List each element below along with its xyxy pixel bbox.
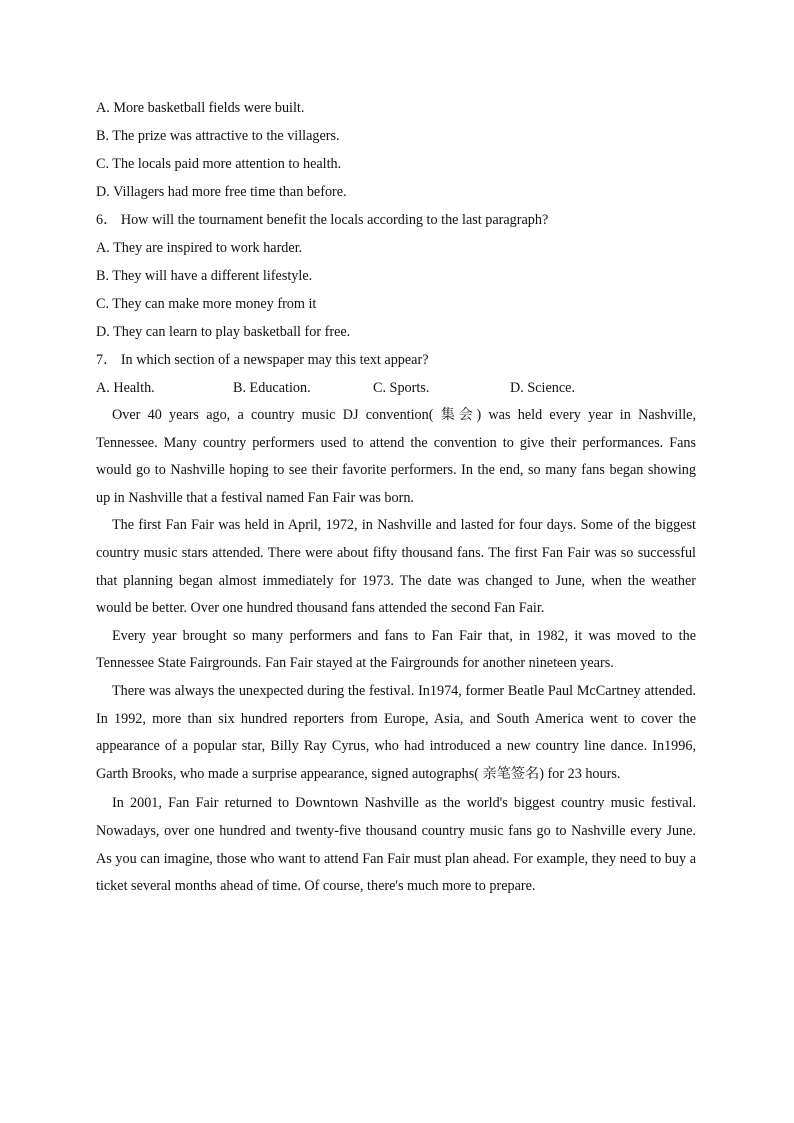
question-6 [96, 206, 696, 346]
q7-stem: 7． In which section of a newspaper may this text appear? [96, 352, 429, 368]
reading-passage [96, 402, 696, 901]
q7-option-c: C. Sports. [373, 380, 430, 396]
q5-options [96, 94, 696, 206]
passage-paragraph-3 [96, 623, 696, 678]
paragraph-1-text: Over 40 years ago, a country music DJ convention( 集会) was held every year in Nashville, Tennessee. Many country performers used to attend the convention to give their performances. Fans would go to Nashville hoping to see their favorite performers. In the end, so many fans began showing up in Nashville that a festival named Fan Fair was born. [96, 407, 696, 506]
q7-option-b: B. Education. [233, 380, 311, 396]
page-content [96, 94, 696, 901]
paragraph-4-text: There was always the unexpected during the festival. In1974, former Beatle Paul McCartney attended. In 1992, more than six hundred reporters from Europe, Asia, and South America went to cover the appearance of a popular star, Billy Ray Cyrus, who had introduced a new country line dance. In1996, Garth Brooks, who made a surprise appearance, signed autographs( 亲笔签名) for 23 hours. [96, 682, 696, 782]
q6-option-d: D. They can learn to play basketball for free. [96, 324, 351, 340]
paragraph-3-text: Every year brought so many performers and fans to Fan Fair that, in 1982, it was moved to the Tennessee State Fairgrounds. Fan Fair stayed at the Fairgrounds for another nineteen years. [96, 627, 696, 672]
q5-option-a: A. More basketball fields were built. [96, 100, 305, 116]
passage-paragraph-5 [96, 790, 696, 900]
paragraph-2-text: The first Fan Fair was held in April, 1972, in Nashville and lasted for four days. Some of the biggest country music stars attended. There were about fifty thousand fans. The first Fan Fair was so successful that planning began almost immediately for 1973. The date was changed to June, when the weather would be better. Over one hundred thousand fans attended the second Fan Fair. [96, 517, 696, 617]
q7-options-row [96, 374, 696, 402]
paragraph-5-text: In 2001, Fan Fair returned to Downtown Nashville as the world's biggest country music festival. Nowadays, over one hundred and twenty-five thousand country music fans go to Nashville every June. As you can imagine, those who want to attend Fan Fair must plan ahead. For example, they need to buy a ticket several months ahead of time. Of course, there's much more to prepare. [96, 795, 696, 895]
question-7 [96, 346, 696, 402]
passage-paragraph-4 [96, 678, 696, 788]
q7-option-d: D. Science. [510, 380, 576, 396]
q6-stem: 6． How will the tournament benefit the locals according to the last paragraph? [96, 212, 549, 228]
passage-paragraph-1 [96, 402, 696, 512]
q5-option-d: D. Villagers had more free time than before. [96, 184, 347, 200]
q6-option-a: A. They are inspired to work harder. [96, 240, 303, 256]
passage-paragraph-2 [96, 512, 696, 622]
q6-option-b: B. They will have a different lifestyle. [96, 268, 313, 284]
q5-option-c: C. The locals paid more attention to health. [96, 156, 342, 172]
q7-option-a: A. Health. [96, 380, 155, 396]
q5-option-b: B. The prize was attractive to the villagers. [96, 128, 340, 144]
q6-option-c: C. They can make more money from it [96, 296, 317, 312]
